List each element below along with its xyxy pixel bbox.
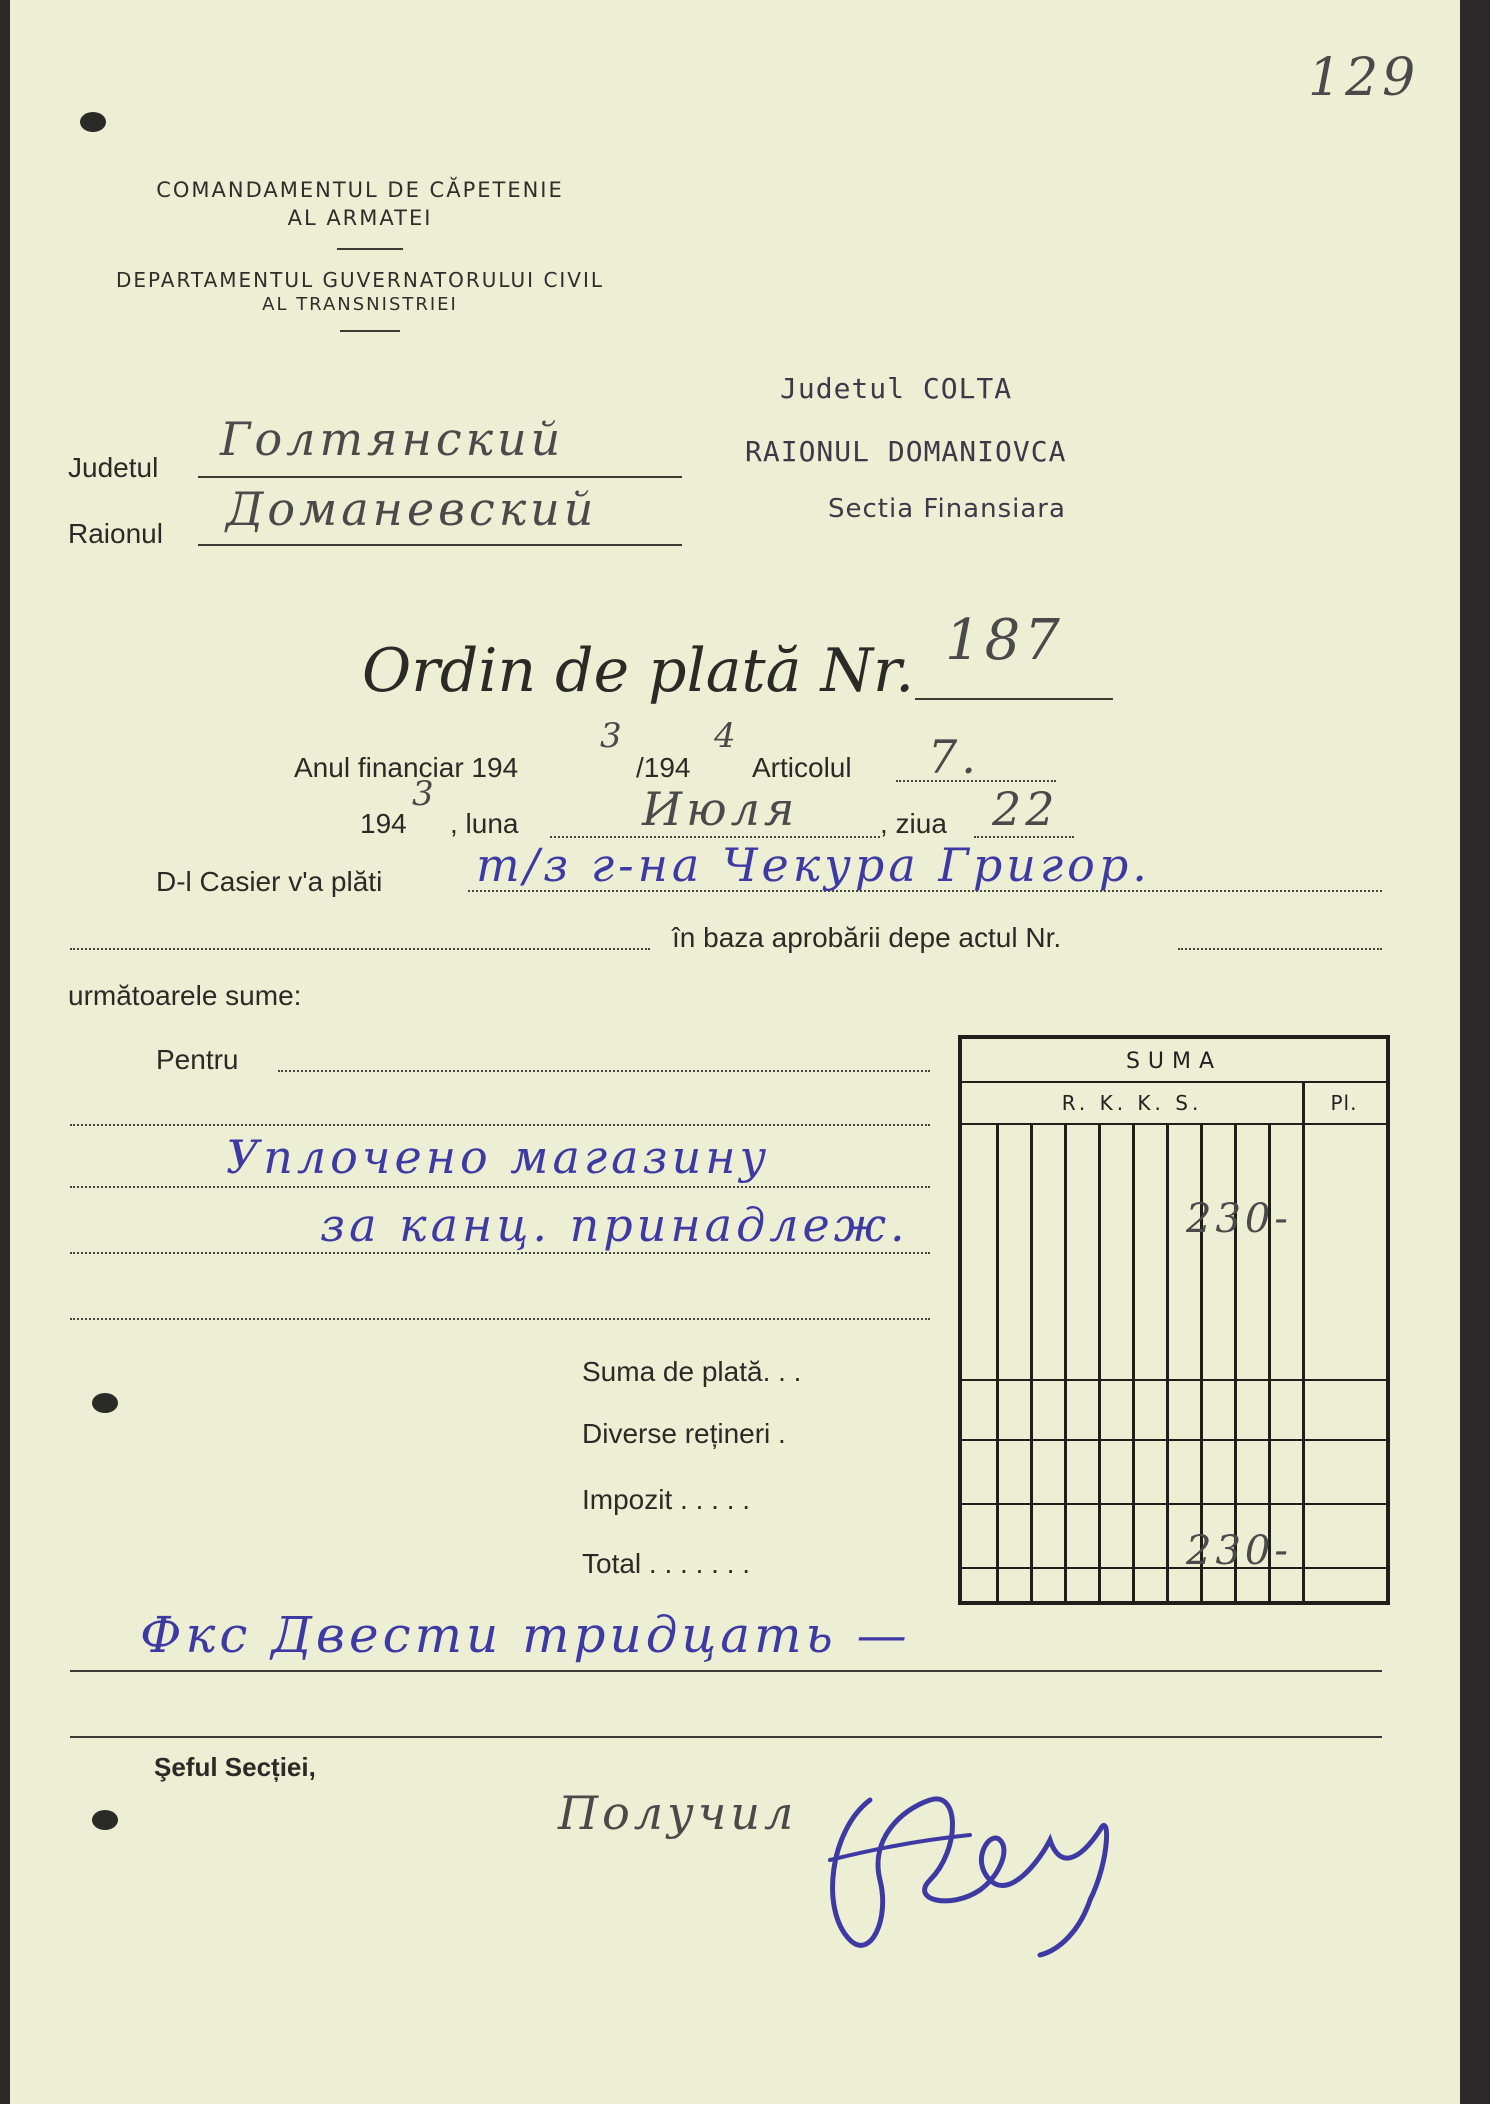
raionul-label: Raionul (68, 518, 163, 549)
judetul-label: Judetul (68, 452, 159, 483)
baza-label: în baza aprobării depe actul Nr. (672, 922, 1062, 953)
pentru-line (70, 1252, 930, 1254)
amount-in-words: Фкс Двести тридцать — (140, 1606, 911, 1664)
order-number: 187 (945, 608, 1064, 673)
judetul-line (198, 476, 682, 478)
pentru-label: Pentru (156, 1044, 239, 1075)
table-rule (962, 1379, 1386, 1381)
stamp-line-1: Judetul COLTA (780, 372, 1013, 405)
punch-hole (92, 1393, 118, 1413)
casier-value: т/з г-на Чекура Григор. (476, 838, 1151, 892)
diverse-retineri-label: Diverse rețineri . (582, 1418, 786, 1449)
total-value: 230- (1186, 1528, 1292, 1574)
table-rule (996, 1123, 999, 1601)
actul-line (1178, 948, 1382, 950)
articolul-value: 7. (928, 730, 980, 784)
words-line (70, 1670, 1382, 1672)
signature-icon (810, 1740, 1150, 1960)
casier-label: D-l Casier v'a plăti (156, 866, 383, 897)
header-line-4: AL TRANSNISTRIEI (262, 294, 458, 315)
suma-header: SUMA (1125, 1049, 1223, 1074)
anul-label: Anul financiar 194 (294, 752, 519, 783)
table-rule (962, 1503, 1386, 1505)
page-number: 129 (1308, 48, 1420, 108)
order-number-line (915, 698, 1113, 700)
header-line-1: COMANDAMENTUL DE CĂPETENIE (156, 178, 564, 202)
table-rule (962, 1567, 1386, 1569)
amount-row-value: 230- (1186, 1196, 1292, 1242)
urmatoarele-label: următoarele sume: (68, 980, 302, 1011)
stamp-line-3: Sectia Finansiara (828, 494, 1066, 524)
impozit-label: Impozit . . . . . (582, 1484, 751, 1515)
year-prefix: 194 (360, 808, 407, 839)
luna-value: Июля (642, 782, 799, 836)
header-divider (340, 330, 400, 332)
ziua-value: 22 (992, 782, 1059, 836)
pentru-line (70, 1318, 930, 1320)
ziua-label: , ziua (880, 808, 947, 839)
order-title: Ordin de plată Nr. (362, 636, 915, 706)
table-rule (962, 1123, 1386, 1125)
stamp-line-2: RAIONUL DOMANIOVCA (745, 435, 1067, 468)
table-rule (1064, 1123, 1067, 1601)
blank-line (70, 948, 650, 950)
words-line (70, 1736, 1382, 1738)
table-rule (1302, 1081, 1305, 1601)
year-digit: 3 (412, 774, 438, 814)
articolul-label: Articolul (752, 752, 852, 783)
raionul-value: Доманевский (226, 482, 598, 536)
total-label: Total . . . . . . . (582, 1548, 751, 1579)
judetul-value: Голтянский (220, 412, 565, 466)
anul-separator: /194 (636, 752, 691, 783)
punch-hole (80, 112, 106, 132)
amount-table (958, 1035, 1390, 1605)
header-divider (337, 248, 403, 250)
anul-end: 4 (714, 716, 740, 756)
document-page (10, 0, 1460, 2104)
table-rule (1030, 1123, 1033, 1601)
header-line-3: DEPARTAMENTUL GUVERNATORULUI CIVIL (115, 268, 605, 292)
pentru-line (70, 1186, 930, 1188)
punch-hole (92, 1810, 118, 1830)
pl-header: Pl. (1330, 1091, 1358, 1115)
rkks-header: R. K. K. S. (1061, 1091, 1203, 1115)
table-rule (962, 1081, 1386, 1083)
pentru-line (70, 1124, 930, 1126)
pentru-text-1: Уплочено магазину (226, 1130, 771, 1184)
table-rule (1098, 1123, 1101, 1601)
pentru-text-2: за канц. принадлеж. (320, 1198, 909, 1252)
anul-start: 3 (600, 716, 626, 756)
pentru-line (278, 1070, 930, 1072)
luna-label: , luna (450, 808, 519, 839)
sef-sectiei-label: Şeful Secției, (154, 1752, 316, 1782)
raionul-line (198, 544, 682, 546)
received-text: Получил (558, 1786, 798, 1840)
header-line-2: AL ARMATEI (287, 206, 433, 230)
table-rule (1166, 1123, 1169, 1601)
suma-de-plata-label: Suma de plată. . . (582, 1356, 802, 1387)
table-rule (962, 1439, 1386, 1441)
table-rule (1132, 1123, 1135, 1601)
